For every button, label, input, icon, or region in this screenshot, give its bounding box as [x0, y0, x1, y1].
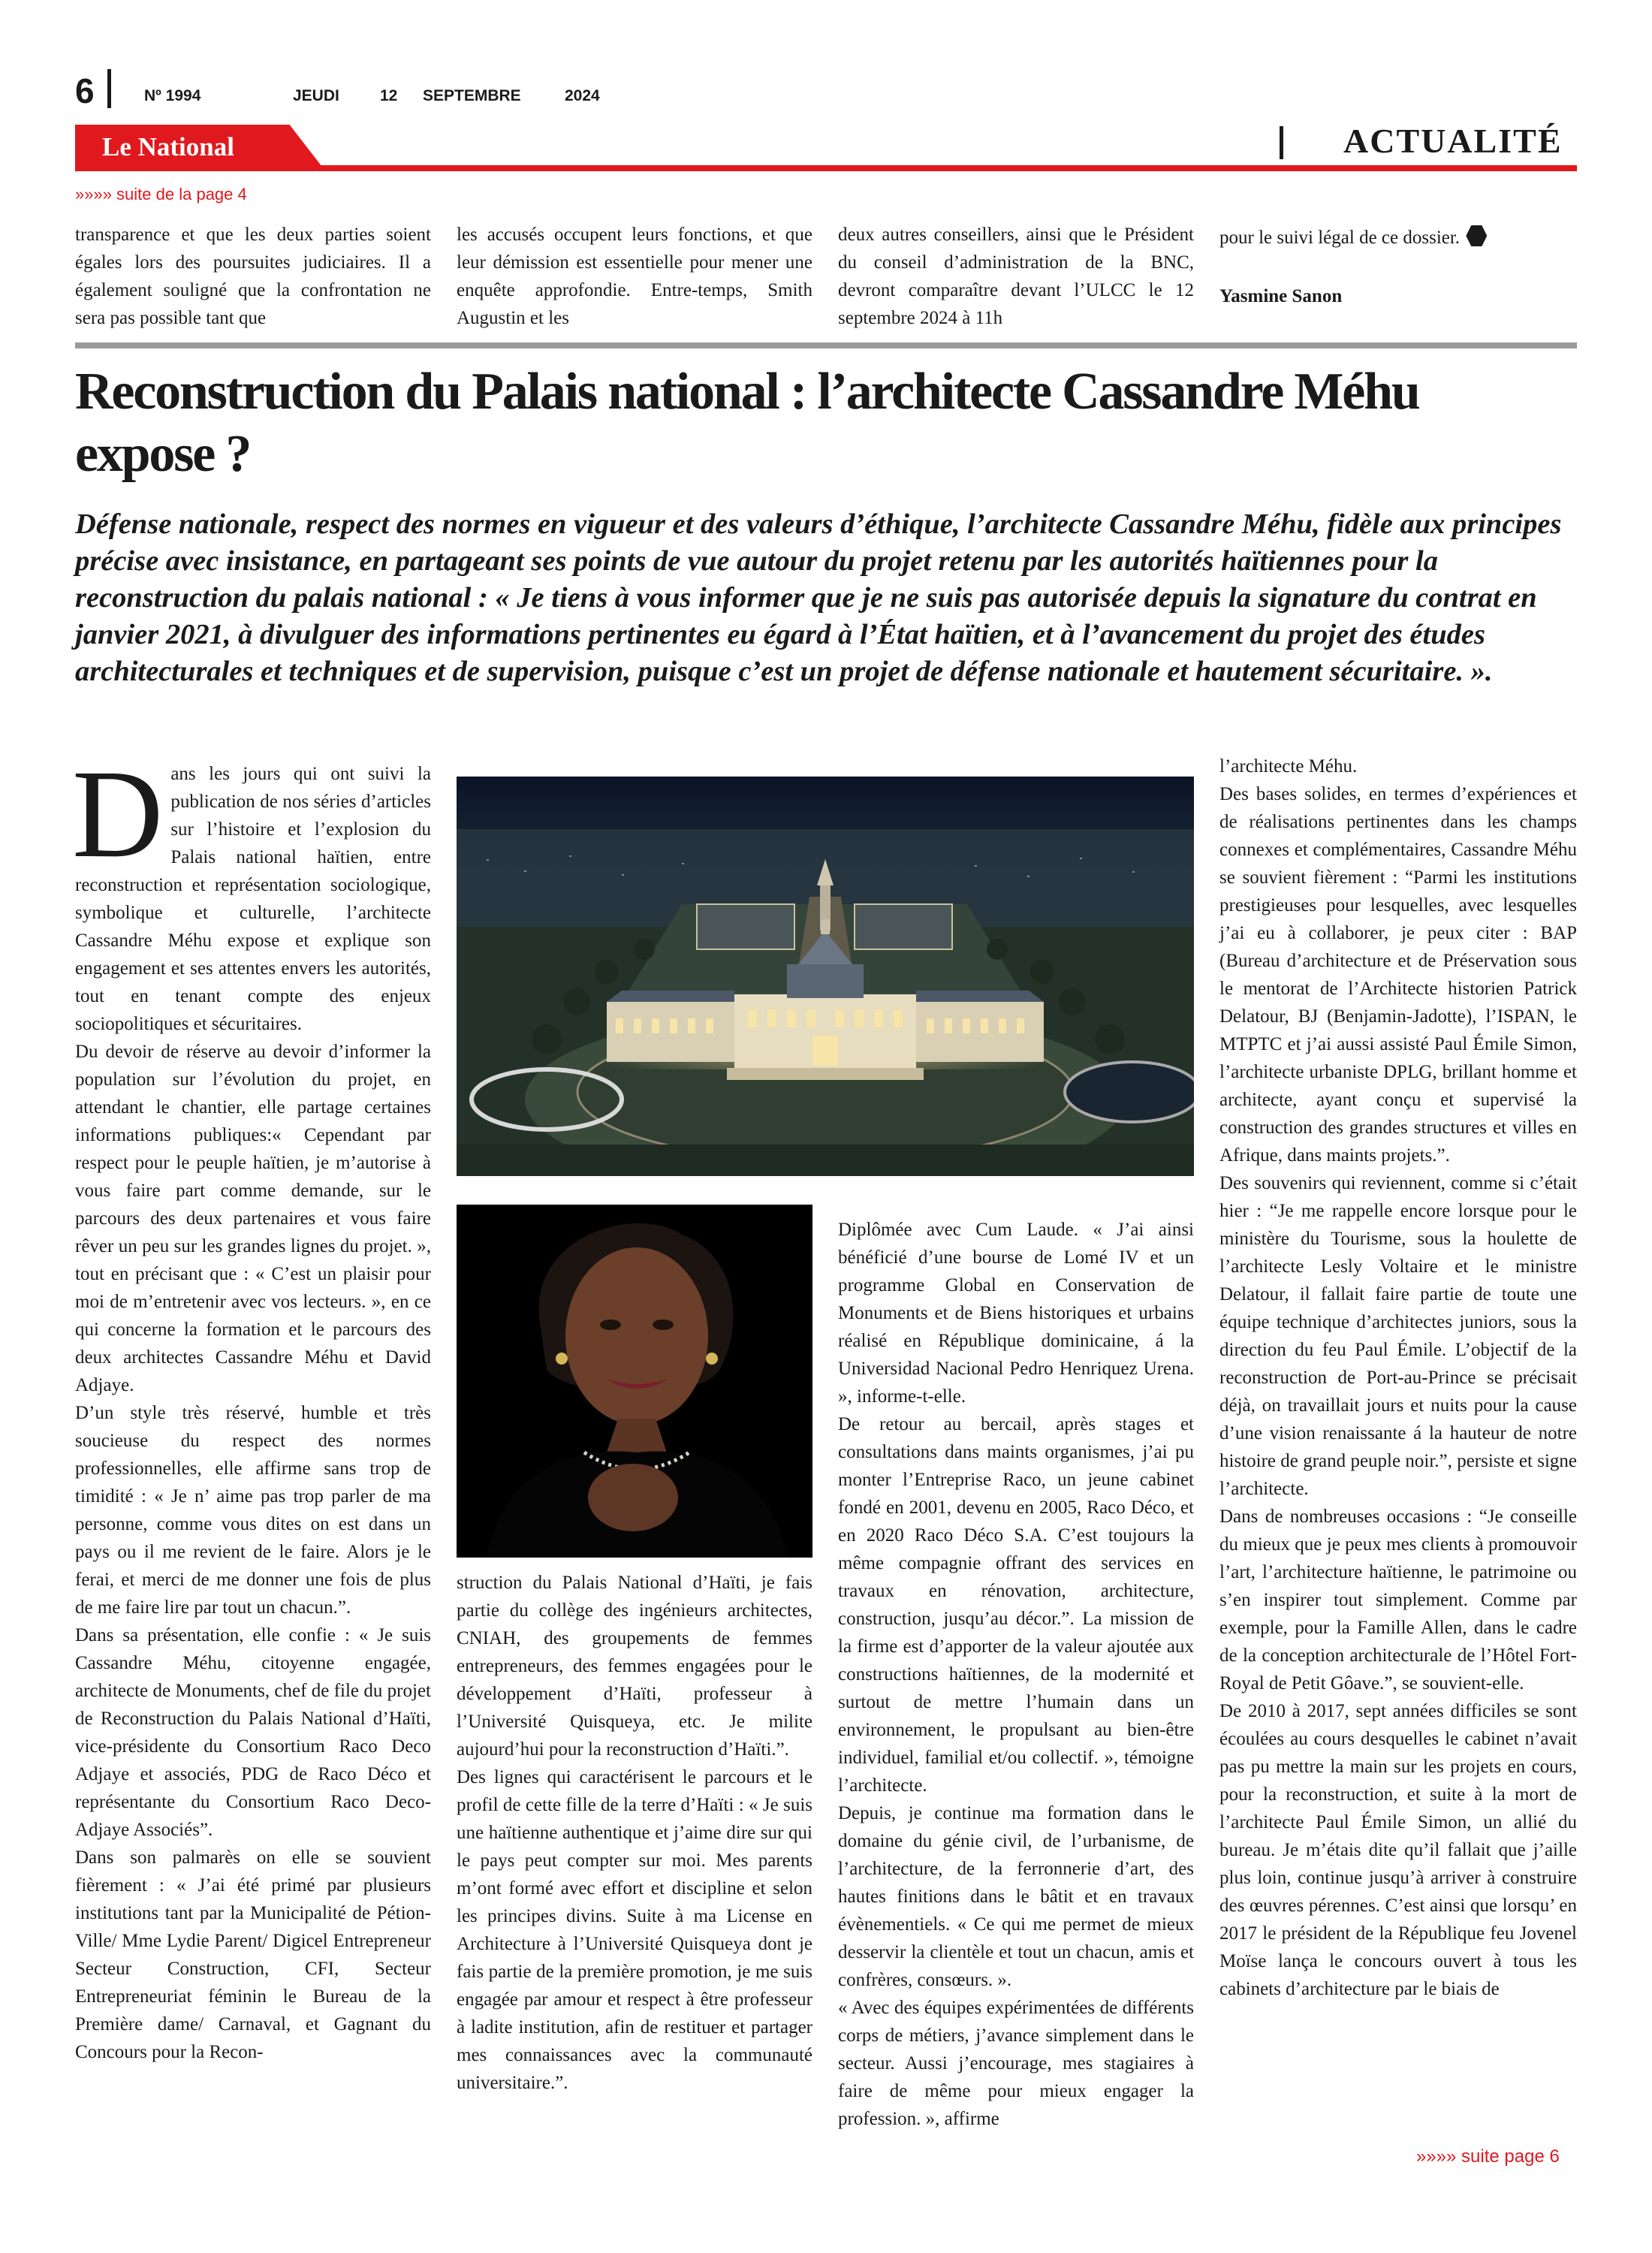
issue-number: Nº 1994 [144, 87, 201, 104]
brand-name: Le National [102, 132, 234, 161]
paragraph: Diplômée avec Cum Laude. « J’ai ainsi bénéficié d’une bourse de Lomé IV et un programme Global en Conservation de Monuments et de Biens historiques et urbains réalisé en République dominicaine, á la Universidad Nacional Pedro Henriquez Urena. », informe-t-elle. [838, 1220, 1194, 1407]
continued-to-link[interactable]: »»»» suite page 6 [1416, 2146, 1560, 2167]
paragraph: Des bases solides, en termes d’expériences et de réalisations pertinentes dans les champs connexes et complémentaires, Cassandre Méhu se souvient fièrement : “Parmi les institutions prestigieuses pour lesquelles, avec lesquelles j’ai eu à collaborer, je peux citer : BAP (Bureau d’architecture et de Préservation sous le mentorat de l’Architecte historien Patrick Delatour, BJ (Benjamin-Jadotte), l’ISPAN, le MTPTC et j’ai aussi assisté Paul Émile Simon, l’architecte urbaniste DPLG, brillant homme et architecte, ayant conçu et supervisé la construction des grandes structures et villes en Afrique, dans maints projets.”. [1219, 784, 1577, 1166]
date-day: 12 [380, 87, 398, 104]
article-column-3 [838, 1216, 1194, 2133]
paragraph: D’un style très réservé, humble et très soucieuse du respect des normes professionnelles, elle affirme sans trop de timidité : « Je n’ aime pas trop parler de ma personne, comme vous dites on est dans un pays ou il me revient de le faire. Alors je le ferai, et merci de me donner une fois de plus de me faire lire par tout un chacun.”. [75, 1403, 431, 1618]
paragraph: Du devoir de réserve au devoir d’informer la population sur l’évolution du projet, en attendant le chantier, elle partage certaines informations publiques:« Cependant par respect pour le peuple haïtien, je m’autorise à vous faire part comme demande, sur le parcours des deux partenaires et vous faire rêver un peu sur les grandes lignes du projet. », tout en précisant que : « C’est un plaisir pour moi de m’entretenir avec vos lecteurs. », en ce qui concerne la formation et le parcours des deux architectes Cassandre Méhu et David Adjaye. [75, 1042, 431, 1395]
article-column-4 [1219, 753, 1577, 2003]
paragraph: Dans son palmarès on elle se souvient fièrement : « J’ai été primé par plusieurs institutions tant par la Municipalité de Pétion-Ville/ Mme Lydie Parent/ Digicel Entrepreneur Secteur Construction, CFI, Secteur Entrepreneuriat féminin le Bureau de la Première dame/ Carnaval, et Gagnant du Concours pour la Recon- [75, 1847, 431, 2062]
paragraph: Depuis, je continue ma formation dans le domaine du génie civil, de l’urbanisme, de l’architecture, de la ferronnerie d’art, des hautes finitions dans le bâtit et en travaux évènementiels. « Ce qui me permet de mieux desservir la clientèle et tout un chacun, amis et confrères, consœurs. ». [838, 1803, 1194, 1990]
paragraph: Des lignes qui caractérisent le parcours et le profil de cette fille de la terre d’Haïti : « Je suis une haïtienne authentique et j’aime dire sur qui le pays peut compter sur moi. Mes parents m’ont formé avec effort et discipline et selon les principes divins. Suite à ma License en Architecture à l’Université Quisqueya dont je fais partie de la première promotion, je me suis engagée par amour et respect à être professeur à ladite institution, afin de restituer et partager mes connaissances avec la communauté universitaire.”. [457, 1767, 812, 2093]
palace-rendering-photo [457, 777, 1194, 1176]
paragraph: ans les jours qui ont suivi la publication de nos séries d’articles sur l’histoire et l’explosion du Palais national haïtien, entre reconstruction et représentation sociologique, symbolique et culturelle, l’architecte Cassandre Méhu expose et explique son engagement et ses attentes envers les autorités, tout en tenant compte des enjeux sociopolitiques et sécuritaires. [75, 764, 431, 1034]
previous-article-end-text: pour le suivi légal de ce dossier. [1219, 228, 1461, 248]
paragraph: l’architecte Méhu. [1219, 756, 1358, 777]
paragraph: Dans de nombreuses occasions : “Je conseille du mieux que je peux mes clients à promouvoir l’art, l’architecture haïtienne, le patrimoine ou s’en inspirer tout simplement. Comme par exemple, pour la Famille Allen, dans le cadre de la conception architecturale de l’Hôtel Fort-Royal de Petit Gôave.”, se souvient-elle. [1219, 1507, 1577, 1694]
paragraph: De retour au bercail, après stages et consultations dans maints organismes, j’ai pu monter l’Entreprise Raco, un jeune cabinet fondé en 2001, devenu en 2005, Raco Déco, et en 2020 Raco Déco S.A. C’est toujours la même compagnie offrant des services en travaux en rénovation, architecture, construction, jusqu’au décor.”. La mission de la firme est d’apporter de la valeur ajoutée aux constructions haïtiennes, de la modernité et surtout de mettre l’humain dans un environnement, le propulsant au bien-être individuel, familial et/ou collectif. », témoigne l’architecte. [838, 1414, 1194, 1796]
page-number-divider [107, 69, 111, 108]
article-lead: Défense nationale, respect des normes en vigueur et des valeurs d’éthique, l’architecte Cassandre Méhu, fidèle aux principes précise avec insistance, en partageant ses points de vue autour du projet retenu par les autorités haïtiennes pour la reconstruction du palais national : « Je tiens à vous informer que je ne suis pas autorisée depuis la signature du contrat en janvier 2021, à divulguer des informations pertinentes eu égard à l’État haïtien, et à l’avancement du projet des études architecturales et techniques et de supervision, puisque c’est un projet de défense nationale et hautement sécuritaire. ». [75, 508, 1562, 687]
article-column-1 [72, 744, 431, 2066]
header-red-rule [75, 165, 1577, 171]
paragraph: « Avec des équipes expérimentées de différents corps de métiers, j’avance simplement dans le secteur. Aussi j’encourage, mes stagiaires à faire de même pour mieux engager la profession. », affirme [838, 1998, 1194, 2129]
paragraph: struction du Palais National d’Haïti, je fais partie du collège des ingénieurs architectes, CNIAH, des groupements de femmes entrepreneurs, des femmes engagées pour le développement d’Haïti, professeur à l’Université Quisqueya, etc. Je milite aujourd’hui pour la reconstruction d’Haïti.”. [457, 1573, 812, 1760]
page-number: 6 [75, 71, 95, 110]
article-headline: Reconstruction du Palais national : l’architecte Cassandre Méhu expose ? [75, 363, 1419, 483]
article-separator-rule [75, 342, 1577, 348]
previous-article-column-1: transparence et que les deux parties soient égales lors des poursuites judiciaires. Il a également souligné que la confrontation ne sera pas possible tant que [75, 225, 431, 328]
month: SEPTEMBRE [423, 87, 521, 104]
weekday: JEUDI [293, 87, 339, 104]
drop-cap: D [72, 744, 164, 884]
year: 2024 [565, 87, 600, 104]
article-column-2 [457, 1569, 812, 2097]
previous-article-column-4 [1219, 224, 1577, 252]
end-of-article-icon [1466, 225, 1487, 246]
section-label: ACTUALITÉ [1343, 122, 1563, 160]
continued-from-link[interactable]: »»»» suite de la page 4 [75, 185, 247, 204]
previous-article-author: Yasmine Sanon [1219, 286, 1343, 306]
previous-article-column-3: deux autres conseillers, ainsi que le Président du conseil d’administration de la BNC, devront comparaître devant l’ULCC le 12 septembre 2024 à 11h [838, 225, 1194, 328]
architect-portrait-photo [457, 1205, 812, 1558]
previous-article-column-2: les accusés occupent leurs fonctions, et que leur démission est essentielle pour mener une enquête approfondie. Entre-temps, Smith Augustin et les [457, 225, 812, 328]
paragraph: Dans sa présentation, elle confie : « Je suis Cassandre Méhu, citoyenne engagée, architecte de Monuments, chef de file du projet de Reconstruction du Palais National d’Haïti, vice-présidente du Consortium Raco Deco Adjaye et associés, PDG de Raco Déco et représentante du Consortium Raco Deco-Adjaye Associés”. [75, 1625, 431, 1840]
section-divider [1280, 126, 1283, 159]
paragraph: Des souvenirs qui reviennent, comme si c’était hier : “Je me rappelle encore lorsque pour le ministère du Tourisme, sous la houlette de l’architecte Lesly Voltaire et le ministre Delatour, il fallait faire partie de toute une équipe technique d’architectes juniors, sous la direction du feu Paul Émile. L’objectif de la reconstruction de Port-au-Prince se précisait déjà, on travaillait jours et nuits pour la cause d’une vision renaissante á la hauteur de notre histoire de grand peuple noir.”, persiste et signe l’architecte. [1219, 1173, 1577, 1499]
paragraph: De 2010 à 2017, sept années difficiles se sont écoulées au cours desquelles le cabinet n’avait pas pu mettre la main sur les projets en cours, pour la reconstruction, et suite à la mort de l’architecte Paul Émile Simon, un allié du bureau. Je m’étais dite qu’il fallait que j’aille plus loin, continue jusqu’à arriver à construire des œuvres pérennes. C’est ainsi que lorsqu’ en 2017 le président de la République feu Jovenel Moïse lança le concours ouvert à tous les cabinets d’architecture par le biais de [1219, 1701, 1577, 1999]
